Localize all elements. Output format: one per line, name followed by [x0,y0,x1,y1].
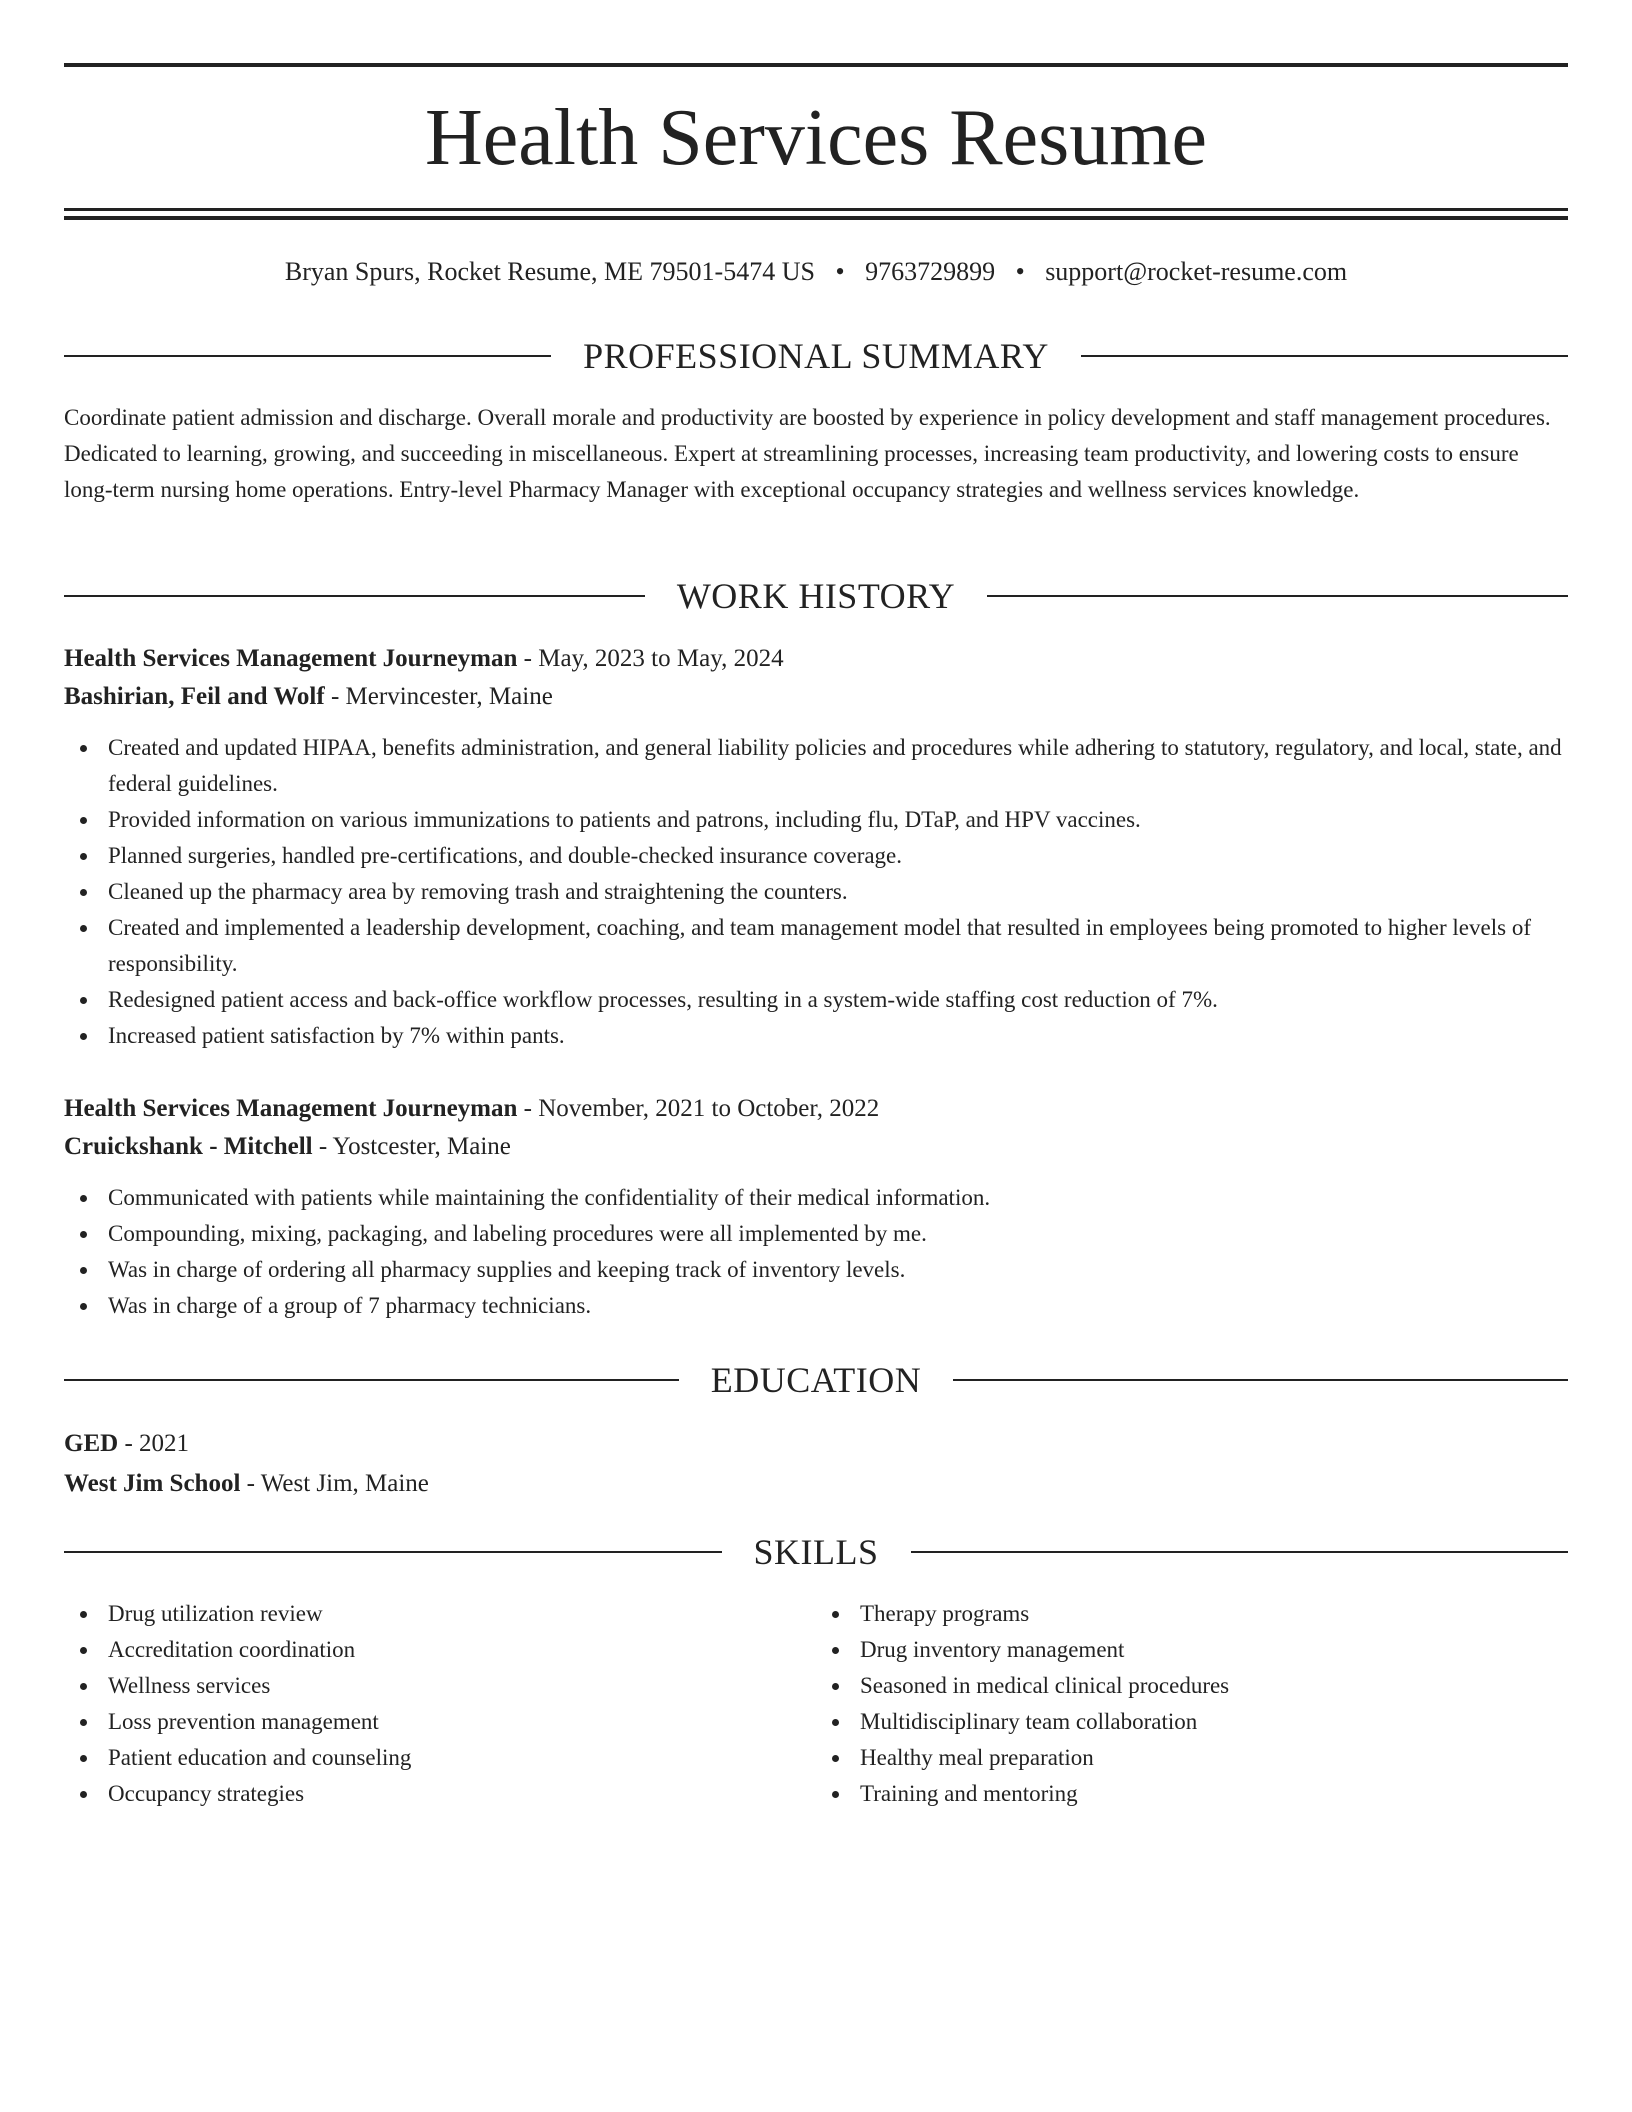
skill-item: Patient education and counseling [64,1740,816,1776]
heading-rule [987,595,1568,597]
job-dates: - November, 2021 to October, 2022 [517,1095,880,1122]
section-heading-work-history [64,576,1568,616]
job-entry [64,640,1568,1054]
job-bullet-list [64,1180,1568,1324]
education-degree: GED [64,1430,119,1457]
job-location: - Yostcester, Maine [312,1133,511,1160]
skill-item: Occupancy strategies [64,1776,816,1812]
heading-rule [64,1551,722,1553]
skill-item: Healthy meal preparation [816,1740,1568,1776]
job-bullet: Created and implemented a leadership development, coaching, and team management model that resulted in employees being promoted to higher levels of responsibility. [64,910,1568,982]
job-title-line [64,640,1568,678]
job-bullet: Was in charge of a group of 7 pharmacy technicians. [64,1288,1568,1324]
education-school-line [64,1464,1568,1504]
heading-rule [1081,355,1568,357]
summary-text: Coordinate patient admission and discharge. Overall morale and productivity are boosted by experience in policy development and staff management procedures. Dedicated to learning, growing, and succeeding in miscellaneous. Expert at streamlining processes, increasing team productivity, and lowering costs to ensure long-term nursing home operations. Entry-level Pharmacy Manager with exceptional occupancy strategies and wellness services knowledge. [64,405,1551,502]
heading-rule [64,1379,679,1381]
skill-item: Seasoned in medical clinical procedures [816,1668,1568,1704]
skills-list [64,1596,1568,1812]
job-title: Health Services Management Journeyman [64,645,518,672]
skill-item: Therapy programs [816,1596,1568,1632]
skill-item: Accreditation coordination [64,1632,816,1668]
job-entry [64,1090,1568,1324]
skills-column-right [816,1596,1568,1812]
skill-item: Multidisciplinary team collaboration [816,1704,1568,1740]
contact-phone: 9763729899 [865,257,996,286]
education-degree-line [64,1424,1568,1464]
section-title: EDUCATION [710,1360,922,1400]
job-location: - Mervincester, Maine [324,683,553,710]
job-bullet: Communicated with patients while maintaining the confidentiality of their medical information. [64,1180,1568,1216]
education-school: West Jim School [64,1470,241,1497]
skill-item: Drug utilization review [64,1596,816,1632]
contact-line [64,254,1568,290]
job-bullet-list [64,730,1568,1054]
skill-item: Drug inventory management [816,1632,1568,1668]
header-top-rule [64,63,1568,67]
section-title: WORK HISTORY [676,576,956,616]
contact-separator: • [835,257,845,286]
education-year: - 2021 [118,1430,190,1457]
contact-email[interactable]: support@rocket-resume.com [1045,257,1348,286]
job-company: Cruickshank - Mitchell [64,1133,313,1160]
skills-column-left [64,1596,816,1812]
skill-item: Training and mentoring [816,1776,1568,1812]
job-bullet: Planned surgeries, handled pre-certifications, and double-checked insurance coverage. [64,838,1568,874]
job-company-line [64,1128,1568,1166]
education-location: - West Jim, Maine [240,1470,429,1497]
section-title: SKILLS [753,1532,879,1572]
job-bullet: Created and updated HIPAA, benefits administration, and general liability policies and procedures while adhering to statutory, regulatory, and local, state, and federal guidelines. [64,730,1568,802]
job-bullet: Compounding, mixing, packaging, and labeling procedures were all implemented by me. [64,1216,1568,1252]
job-dates: - May, 2023 to May, 2024 [517,645,784,672]
heading-rule [953,1379,1568,1381]
section-heading-education [64,1360,1568,1400]
job-company-line [64,678,1568,716]
job-bullet: Increased patient satisfaction by 7% within pants. [64,1018,1568,1054]
heading-rule [911,1551,1569,1553]
job-title-line [64,1090,1568,1128]
header-double-rule-upper [64,208,1568,211]
skill-item: Wellness services [64,1668,816,1704]
contact-separator: • [1015,257,1025,286]
job-company: Bashirian, Feil and Wolf [64,683,325,710]
section-title: PROFESSIONAL SUMMARY [583,336,1049,376]
skill-item: Loss prevention management [64,1704,816,1740]
job-title: Health Services Management Journeyman [64,1095,518,1122]
job-bullet: Cleaned up the pharmacy area by removing trash and straightening the counters. [64,874,1568,910]
resume-title: Health Services Resume [425,94,1207,182]
job-bullet: Provided information on various immunizations to patients and patrons, including flu, DTaP, and HPV vaccines. [64,802,1568,838]
job-bullet: Was in charge of ordering all pharmacy supplies and keeping track of inventory levels. [64,1252,1568,1288]
section-heading-summary [64,336,1568,376]
heading-rule [64,595,645,597]
job-bullet: Redesigned patient access and back-office workflow processes, resulting in a system-wide staffing cost reduction of 7%. [64,982,1568,1018]
heading-rule [64,355,551,357]
section-heading-skills [64,1532,1568,1572]
contact-address: Bryan Spurs, Rocket Resume, ME 79501-5474 US [284,257,815,286]
education-entry [64,1424,1568,1504]
header-double-rule-lower [64,216,1568,220]
